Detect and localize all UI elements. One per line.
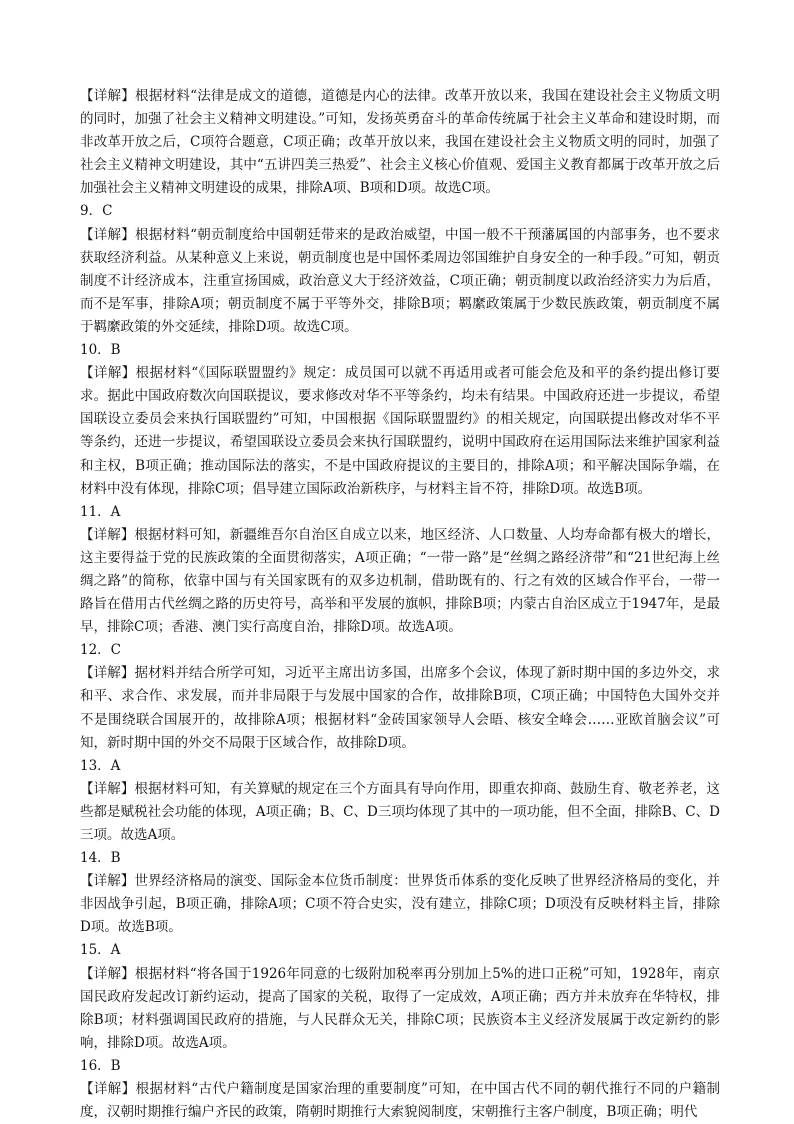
answer-label: 13．A [80,757,121,774]
answer-label: 11．A [80,503,121,520]
explanation-paragraph: 【详解】根据材料“朝贡制度给中国朝廷带来的是政治威望，中国一般不干预藩属国的内部事务，也不要求获取经济利益。从某种意义上来说，朝贡制度也是中国怀柔周边邻国维护自身安全的一种手段。”可知，朝贡制度不计经济成本，注重宣扬国威，政治意义大于经济效益，C项正确；朝贡制度以政治经济实力为后盾，而不是军事，排除A项；朝贡制度不属于平等外交，排除B项；羁縻政策属于少数民族政策，朝贡制度不属于羁縻政策的外交延续，排除D项。故选C项。 [80,226,720,335]
answer-label: 9．C [80,203,113,220]
explanation-paragraph: 【详解】根据材料“《国际联盟盟约》规定：成员国可以就不再适用或者可能会危及和平的条约提出修订要求。据此中国政府数次向国联提议，要求修改对华不平等条约，均未有结果。中国政府还进一步提议，希望国联设立委员会来执行国联盟约”可知，中国根据《国际联盟盟约》的相关规定，向国联提出修改对华不平等条约，还进一步提议，希望国联设立委员会来执行国联盟约，说明中国政府在运用国际法来维护国家利益和主权，B项正确；推动国际法的落实，不是中国政府提议的主要目的，排除A项；和平解决国际争端，在材料中没有体现，排除C项；倡导建立国际政治新秩序，与材料主旨不符，排除D项。故选B项。 [80,365,720,497]
answer-label: 15．A [80,942,121,959]
explanation-paragraph: 【详解】根据材料可知，新疆维吾尔自治区自成立以来，地区经济、人口数量、人均寿命都有极大的增长，这主要得益于党的民族政策的全面贯彻落实，A项正确；“一带一路”是“丝绸之路经济带”和“21世纪海上丝绸之路”的简称，依靠中国与有关国家既有的双多边机制，借助既有的、行之有效的区域合作平台，一带一路旨在借用古代丝绸之路的历史符号，高举和平发展的旗帜，排除B项；内蒙古自治区成立于1947年，是最早，排除C项；香港、澳门实行高度自治，排除D项。故选A项。 [80,526,720,636]
explanation-paragraph: 【详解】根据材料可知，有关算赋的规定在三个方面具有导向作用，即重农抑商、鼓励生育、敬老养老，这些都是赋税社会功能的体现，A项正确；B、C、D三项均体现了其中的一项功能，但不全面，排除B、C、D三项。故选A项。 [80,780,720,843]
answer-label: 16．B [80,1057,121,1074]
answer-label: 12．C [80,642,122,659]
explanation-paragraph: 【详解】根据材料“法律是成文的道德，道德是内心的法律。改革开放以来，我国在建设社会主义物质文明的同时，加强了社会主义精神文明建设。”可知，发扬英勇奋斗的革命传统属于社会主义革命和建设时期，而非改革开放之后，C项符合题意，C项正确；改革开放以来，我国在建设社会主义物质文明的同时，加强了社会主义精神文明建设，其中“五讲四美三热爱”、社会主义核心价值观、爱国主义教育都属于改革开放之后加强社会主义精神文明建设的成果，排除A项、B项和D项。故选C项。 [80,88,720,197]
explanation-paragraph: 【详解】根据材料“古代户籍制度是国家治理的重要制度”可知，在中国古代不同的朝代推行不同的户籍制度，汉朝时期推行编户齐民的政策，隋朝时期推行大索貌阅制度，宋朝推行主客户制度，B项正确；明代 [80,1081,720,1121]
explanation-paragraph: 【详解】据材料并结合所学可知，习近平主席出访多国，出席多个会议，体现了新时期中国的多边外交，求和平、求合作、求发展，而并非局限于与发展中国家的合作，故排除B项，C项正确；中国特色大国外交并不是围绕联合国展开的，故排除A项；根据材料“金砖国家领导人会晤、核安全峰会……亚欧首脑会议”可知，新时期中国的外交不局限于区域合作，故排除D项。 [80,665,720,751]
answer-label: 10．B [80,342,121,359]
explanation-paragraph: 【详解】世界经济格局的演变、国际金本位货币制度：世界货币体系的变化反映了世界经济格局的变化，并非因战争引起，B项正确，排除A项；C项不符合史实，没有建立，排除C项；D项没有反映材料主旨，排除D项。故选B项。 [80,873,720,936]
document-page [80,85,720,1124]
explanation-paragraph: 【详解】根据材料“将各国于1926年同意的七级附加税率再分别加上5%的进口正税”可知，1928年，南京国民政府发起改订新约运动，提高了国家的关税，取得了一定成效，A项正确；西方并未放弃在华特权，排除B项；材料强调国民政府的措施，与人民群众无关，排除C项；民族资本主义经济发展属于改定新约的影响，排除D项。故选A项。 [80,965,720,1051]
answer-label: 14．B [80,850,121,867]
